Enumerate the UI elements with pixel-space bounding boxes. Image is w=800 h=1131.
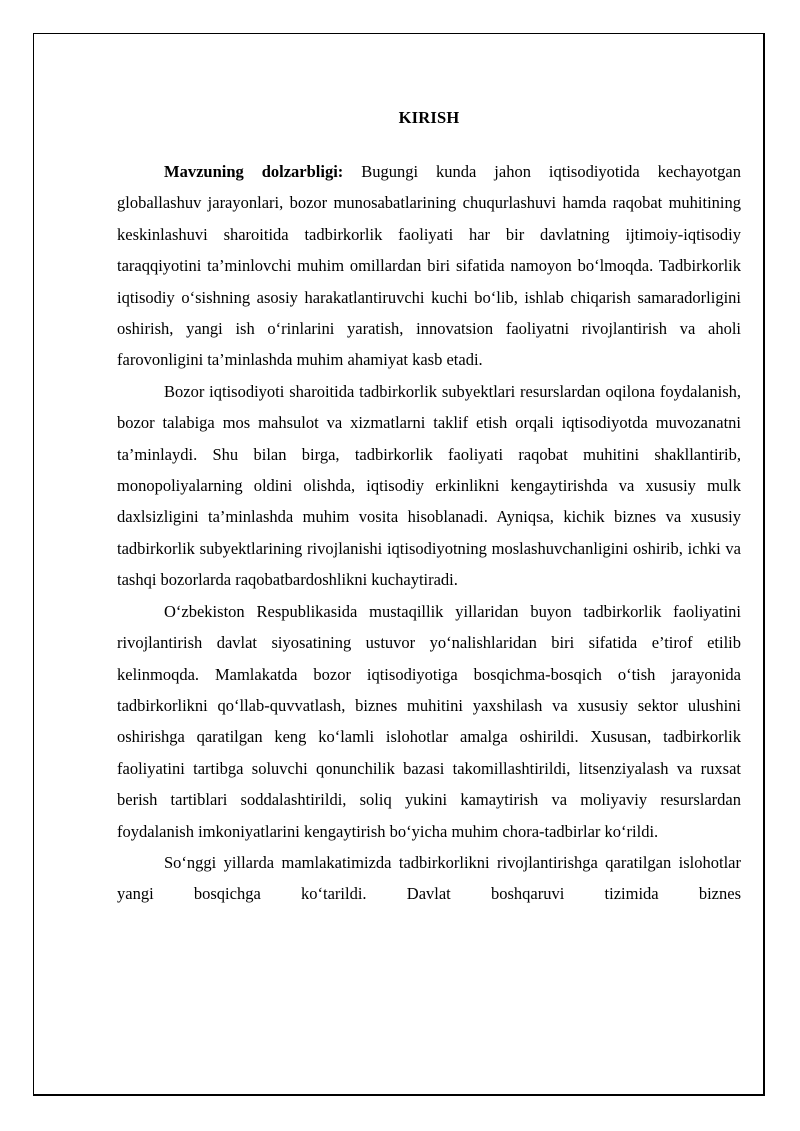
paragraph-recent-years: So‘nggi yillarda mamlakatimizda tadbirkorlikni rivojlantirishga qaratilgan islohotlar yangi bosqichga ko‘tarildi. Davlat boshqaruvi tizimida biznes: [117, 852, 741, 904]
paragraph-market-economy: Bozor iqtisodiyoti sharoitida tadbirkorlik subyektlari resurslardan oqilona foydalanish, bozor talabiga mos mahsulot va xizmatlarni taklif etish orqali iqtisodiyotda muvozanatni ta’minlaydi. Shu bilan birga, tadbirkorlik faoliyati raqobat muhitini shakllantirib, monopoliyalarning oldini olishda, iqtisodiy erkinlikni kengaytirishda va xususiy mulk daxlsizligini ta’minlashda muhim vosita hisoblanadi. Ayniqsa, kichik biznes va xususiy tadbirkorlik subyektlarining rivojlanishi iqtisodiyotning moslashuvchanligini oshirib, ichki va tashqi bozorlarda raqobatbardoshlikni kuchaytiradi.: [117, 381, 741, 590]
paragraph-relevance: [117, 156, 741, 376]
paragraph-uzbekistan: O‘zbekiston Respublikasida mustaqillik yillaridan buyon tadbirkorlik faoliyatini rivojlantirish davlat siyosatining ustuvor yo‘nalishlaridan biri sifatida e’tirof etilib kelinmoqda. Mamlakatda bozor iqtisodiyotiga bosqichma-bosqich o‘tish jarayonida tadbirkorlikni qo‘llab-quvvatlash, biznes muhitini yaxshilash va xususiy sektor ulushini oshirishga qaratilgan keng ko‘lamli islohotlar amalga oshirildi. Xususan, tadbirkorlik faoliyatini tartibga soluvchi qonunchilik bazasi takomillashtirildi, litsenziyalash va ruxsat berish tartiblari soddalashtirildi, soliq yukini kamaytirish va moliyaviy resurslardan foydalanish imkoniyatlarini kengaytirish bo‘yicha muhim chora-tadbirlar ko‘rildi.: [117, 601, 741, 841]
paragraph-lead: Mavzuning dolzarbligi:: [164, 162, 344, 181]
document-title: KIRISH: [398, 108, 460, 127]
paragraph-text: Bugungi kunda jahon iqtisodiyotida kechayotgan globallashuv jarayonlari, bozor munosabatlarining chuqurlashuvi hamda raqobat muhitining keskinlashuvi sharoitida tadbirkorlik faoliyati har bir davlatning ijtimoiy-iqtisodiy taraqqiyotini ta’minlovchi muhim omillardan biri sifatida namoyon bo‘lmoqda. Tadbirkorlik iqtisodiy o‘sishning asosiy harakatlantiruvchi kuchi bo‘lib, ishlab chiqarish samaradorligini oshirish, yangi ish o‘rinlarini yaratish, innovatsion faoliyatni rivojlantirish va aholi farovonligini ta’minlashda muhim ahamiyat kasb etadi.: [117, 162, 741, 370]
document-body: [117, 108, 741, 910]
